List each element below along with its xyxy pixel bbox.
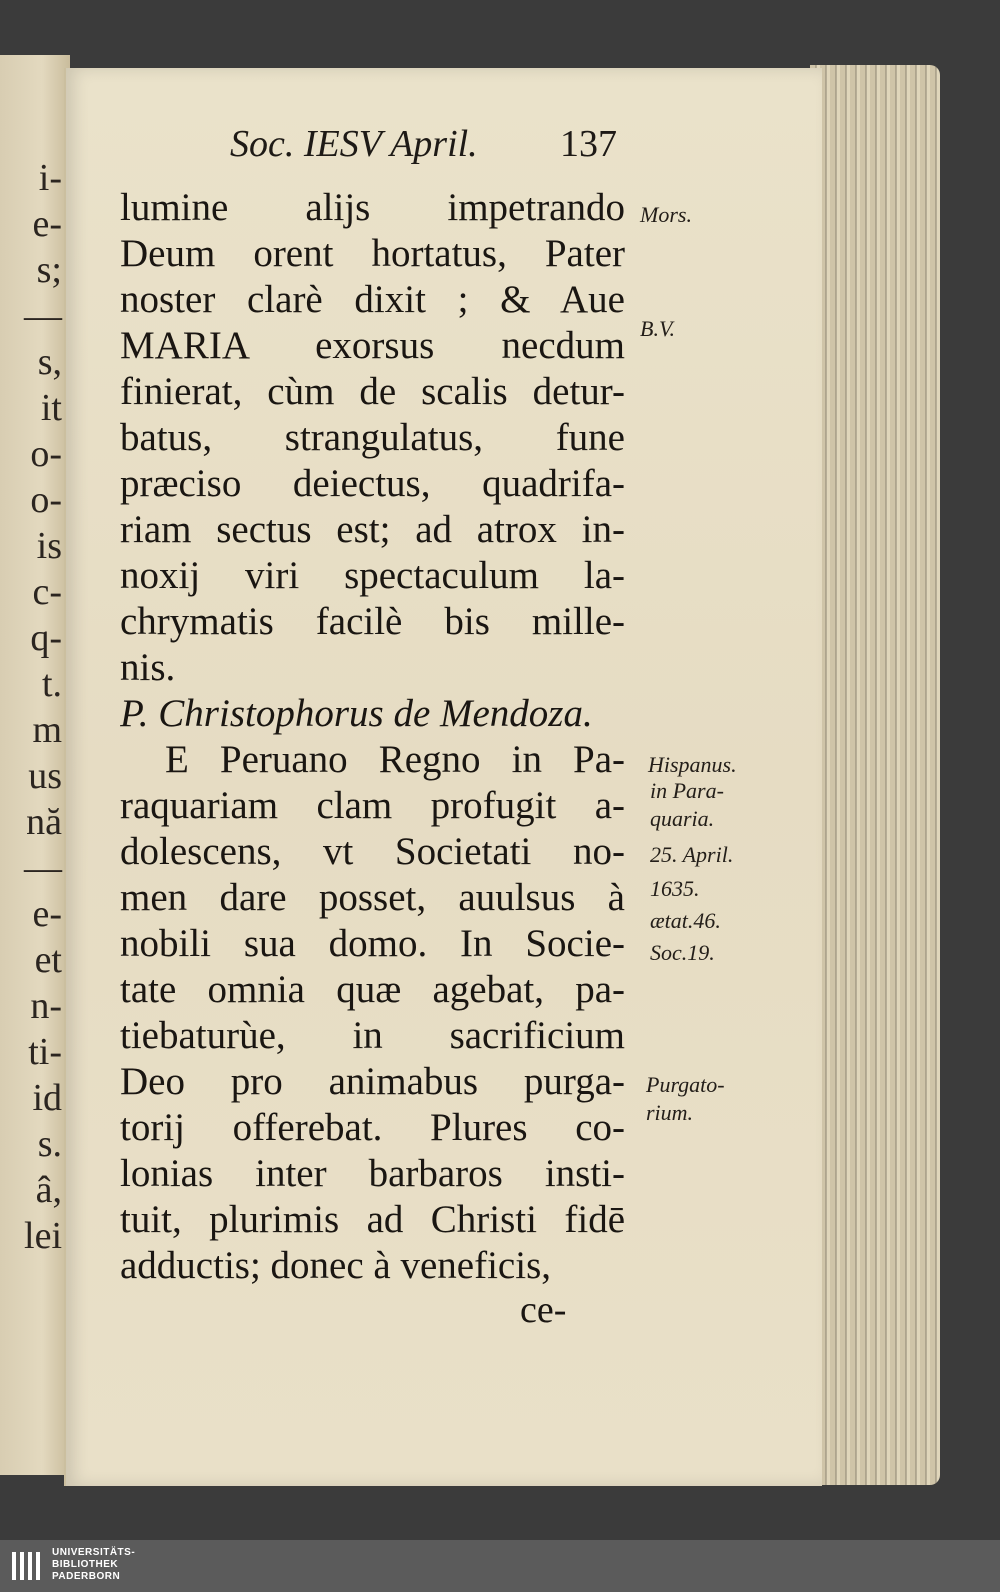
margin-note-in-para: in Para- (650, 778, 724, 803)
text-line: tiebaturùe, in sacrificium (120, 1014, 625, 1057)
margin-note-year: 1635. (650, 876, 700, 901)
running-head: Soc. IESV April. (230, 123, 478, 165)
catchword: ce- (520, 1289, 567, 1331)
margin-note-soc: Soc.19. (650, 940, 715, 965)
text-line: noster clarè dixit ; & Aue (120, 278, 625, 321)
text-line: torij offerebat. Plures co- (120, 1106, 625, 1149)
margin-note-rium: rium. (646, 1100, 694, 1125)
left-page-fragments (0, 155, 66, 1259)
left-page-fragment: n- (30, 985, 62, 1027)
text-line: riam sectus est; ad atrox in- (120, 508, 625, 551)
margin-note-quaria: quaria. (650, 806, 715, 831)
text-line: nobili sua domo. In Socie- (120, 922, 625, 965)
text-line: adductis; donec à veneficis, (120, 1244, 551, 1287)
text-line: Deo pro animabus purga- (120, 1060, 625, 1103)
left-page-fragment: it (40, 387, 62, 429)
library-name-line1: UNIVERSITÄTS- (52, 1547, 136, 1558)
left-page-fragment: m (32, 709, 62, 751)
left-page (0, 55, 70, 1475)
margin-note-purgato: Purgato- (646, 1072, 725, 1097)
left-page-fragment: ti- (28, 1031, 62, 1073)
text-line: tate omnia quæ agebat, pa- (120, 968, 625, 1011)
page-number: 137 (560, 123, 617, 165)
left-page-fragment: o- (30, 433, 62, 475)
text-line: MARIA exorsus necdum (120, 324, 625, 367)
text-line: lumine alijs impetrando (120, 186, 625, 229)
left-page-fragment: s, (37, 341, 62, 383)
text-line: præciso deiectus, quadrifa- (120, 462, 625, 505)
text-line: finierat, cùm de scalis detur- (120, 370, 625, 413)
library-name (52, 1547, 135, 1583)
text-line: men dare posset, auulsus à (120, 876, 625, 919)
left-page-fragment: lei (24, 1215, 62, 1257)
section-heading: P. Christophorus de Mendoza. (120, 692, 593, 735)
left-page-fragment: s. (37, 1123, 62, 1165)
text-line: nis. (120, 646, 176, 689)
left-page-fragment: i- (38, 157, 62, 199)
library-name-line3: PADERBORN (52, 1571, 121, 1582)
left-page-fragment: — (24, 847, 62, 889)
left-page-fragment: c- (32, 571, 62, 613)
text-line: noxij viri spectaculum la- (120, 554, 625, 597)
text-line: tuit, plurimis ad Christi fidē (120, 1198, 625, 1241)
margin-note-hispanus: Hispanus. (648, 752, 737, 777)
library-name-line2: BIBLIOTHEK (52, 1559, 119, 1570)
left-page-fragment: et (34, 939, 62, 981)
left-page-fragment: t. (41, 663, 62, 705)
left-page-fragment: e- (32, 893, 62, 935)
left-page-fragment: e- (32, 203, 62, 245)
left-page-fragment: us (28, 755, 62, 797)
margin-note-date: 25. April. (650, 842, 734, 867)
page-edges (810, 65, 940, 1485)
margin-note-mors: Mors. (640, 202, 692, 227)
left-page-fragment: â, (35, 1169, 62, 1211)
left-page-fragment: — (24, 295, 62, 337)
text-line: chrymatis facilè bis mille- (120, 600, 625, 643)
library-logo-icon (10, 1548, 44, 1584)
left-page-fragment: id (32, 1077, 62, 1119)
text-line: dolescens, vt Societati no- (120, 830, 625, 873)
left-page-fragment: nă (26, 801, 62, 843)
text-line: raquariam clam profugit a- (120, 784, 625, 827)
left-page-fragment: is (36, 525, 62, 567)
body-text (120, 185, 625, 1289)
left-page-fragment: s; (36, 249, 62, 291)
text-line: batus, strangulatus, fune (120, 416, 625, 459)
library-footer (0, 1540, 1000, 1592)
text-line: E Peruano Regno in Pa- (165, 738, 625, 781)
text-line: Deum orent hortatus, Pater (120, 232, 625, 275)
margin-note-aetat: ætat.46. (650, 908, 721, 933)
margin-note-bv: B.V. (640, 316, 676, 341)
left-page-fragment: o- (30, 479, 62, 521)
text-line: lonias inter barbaros insti- (120, 1152, 625, 1195)
page-header (230, 122, 630, 166)
left-page-fragment: q- (30, 617, 62, 659)
